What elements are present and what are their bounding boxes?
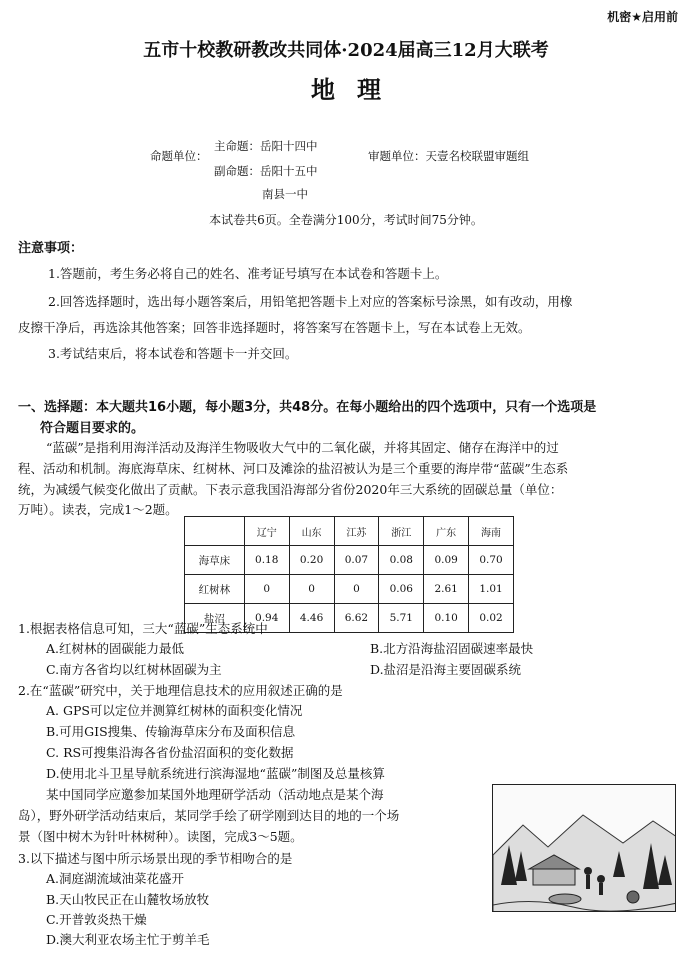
q3-option-a: A.洞庭湖流域油菜花盛开 — [46, 871, 185, 886]
q3-stem: 3.以下描述与图中所示场景出现的季节相吻合的是 — [18, 851, 293, 866]
q3-option-d: D.澳大利亚农场主忙于剪羊毛 — [46, 932, 210, 947]
table-header-cell: 山东 — [289, 517, 334, 546]
table-cell: 0.10 — [424, 604, 469, 633]
table-cell: 海草床 — [185, 546, 245, 575]
table-cell: 4.46 — [289, 604, 334, 633]
table-cell: 0.02 — [469, 604, 514, 633]
table-header-cell: 海南 — [469, 517, 514, 546]
unit-label: 命题单位： — [150, 149, 208, 163]
table-header-cell: 辽宁 — [244, 517, 289, 546]
table-header-cell: 江苏 — [334, 517, 379, 546]
passage1-line2: 程、活动和机制。海底海草床、红树林、河口及滩涂的盐沼被认为是三个重要的海岸带“蓝碳”生态系 — [18, 461, 569, 476]
table-header-cell: 浙江 — [379, 517, 424, 546]
table-cell: 5.71 — [379, 604, 424, 633]
q1-option-a: A.红树林的固碳能力最低 — [46, 641, 185, 656]
q2-option-a: A. GPS可以定位并测算红树林的面积变化情况 — [46, 703, 303, 718]
table-header-cell — [185, 517, 245, 546]
section-heading: 一、选择题：本大题共16小题，每小题3分，共48分。在每小题给出的四个选项中，只有一个选项是 — [18, 400, 597, 415]
q3-option-b: B.天山牧民正在山麓牧场放牧 — [46, 892, 210, 907]
passage2-line3: 景（图中树木为针叶林树种）。读图，完成3～5题。 — [18, 829, 303, 844]
table-cell: 0.18 — [244, 546, 289, 575]
sketch-illustration — [493, 785, 676, 912]
table-cell: 1.01 — [469, 575, 514, 604]
passage1-line3: 统，为减缓气候变化做出了贡献。下表示意我国沿海部分省份2020年三大系统的固碳总量（单位： — [18, 482, 563, 497]
table-cell: 0.70 — [469, 546, 514, 575]
review-unit: 审题单位：天壹名校联盟审题组 — [368, 149, 529, 163]
q2-option-d: D.使用北斗卫星导航系统进行滨海湿地“蓝碳”制图及总量核算 — [46, 766, 385, 781]
q1-stem: 1.根据表格信息可知，三大“蓝碳”生态系统中 — [18, 621, 268, 636]
notice-item-1: 1.答题前，考生务必将自己的姓名、准考证号填写在本试卷和答题卡上。 — [48, 266, 448, 281]
table-row — [185, 546, 514, 575]
table-cell: 0 — [289, 575, 334, 604]
passage1-line1: “蓝碳”是指利用海洋活动及海洋生物吸收大气中的二氧化碳，并将其固定、储存在海洋中的过 — [46, 440, 559, 455]
table-cell: 0.06 — [379, 575, 424, 604]
table-cell: 0.09 — [424, 546, 469, 575]
confidential-mark: 机密★启用前 — [607, 10, 678, 24]
carbon-table — [184, 516, 514, 633]
table-cell: 盐沼 — [185, 604, 245, 633]
section-heading-cont: 符合题目要求的。 — [40, 421, 145, 436]
table-header-row — [185, 517, 514, 546]
table-cell: 2.61 — [424, 575, 469, 604]
passage2-line1: 某中国同学应邀参加某国外地理研学活动（活动地点是某个海 — [46, 787, 384, 802]
vice-author-1: 副命题：岳阳十五中 — [214, 164, 318, 178]
table-cell: 0 — [244, 575, 289, 604]
notice-heading: 注意事项： — [18, 241, 84, 256]
notice-item-2-line1: 2.回答选择题时，选出每小题答案后，用铅笔把答题卡上对应的答案标号涂黑，如有改动，用橡 — [48, 294, 573, 309]
table-cell: 0.08 — [379, 546, 424, 575]
table-cell: 6.62 — [334, 604, 379, 633]
q2-option-b: B.可用GIS搜集、传输海草床分布及面积信息 — [46, 724, 296, 739]
notice-item-2-line2: 皮擦干净后，再选涂其他答案；回答非选择题时，将答案写在答题卡上，写在本试卷上无效。 — [18, 320, 531, 335]
table-cell: 0.94 — [244, 604, 289, 633]
q2-option-c: C. RS可搜集沿海各省份盐沼面积的变化数据 — [46, 745, 294, 760]
passage2-line2: 岛），野外研学活动结束后，某同学手绘了研学刚到达目的地的一个场 — [18, 808, 400, 823]
exam-title: 五市十校教研教改共同体·2024届高三12月大联考 — [143, 40, 549, 61]
table-cell: 0 — [334, 575, 379, 604]
table-row — [185, 575, 514, 604]
q1-option-d: D.盐沼是沿海主要固碳系统 — [370, 662, 522, 677]
table-header-cell: 广东 — [424, 517, 469, 546]
passage1-line4: 万吨）。读表，完成1～2题。 — [18, 502, 178, 517]
q1-option-b: B.北方沿海盐沼固碳速率最快 — [370, 641, 534, 656]
q3-option-c: C.开普敦炎热干燥 — [46, 912, 147, 927]
main-author: 主命题：岳阳十四中 — [214, 139, 318, 153]
table-cell: 0.07 — [334, 546, 379, 575]
table-cell: 红树林 — [185, 575, 245, 604]
field-trip-sketch — [492, 784, 676, 912]
q1-option-c: C.南方各省均以红树林固碳为主 — [46, 662, 222, 677]
exam-info: 本试卷共6页。全卷满分100分，考试时间75分钟。 — [209, 213, 483, 227]
q2-stem: 2.在“蓝碳”研究中，关于地理信息技术的应用叙述正确的是 — [18, 683, 343, 698]
subject-title: 地理 — [311, 75, 403, 104]
vice-author-2: 南县一中 — [262, 187, 308, 201]
table-cell: 0.20 — [289, 546, 334, 575]
notice-item-3: 3.考试结束后，将本试卷和答题卡一并交回。 — [48, 346, 298, 361]
